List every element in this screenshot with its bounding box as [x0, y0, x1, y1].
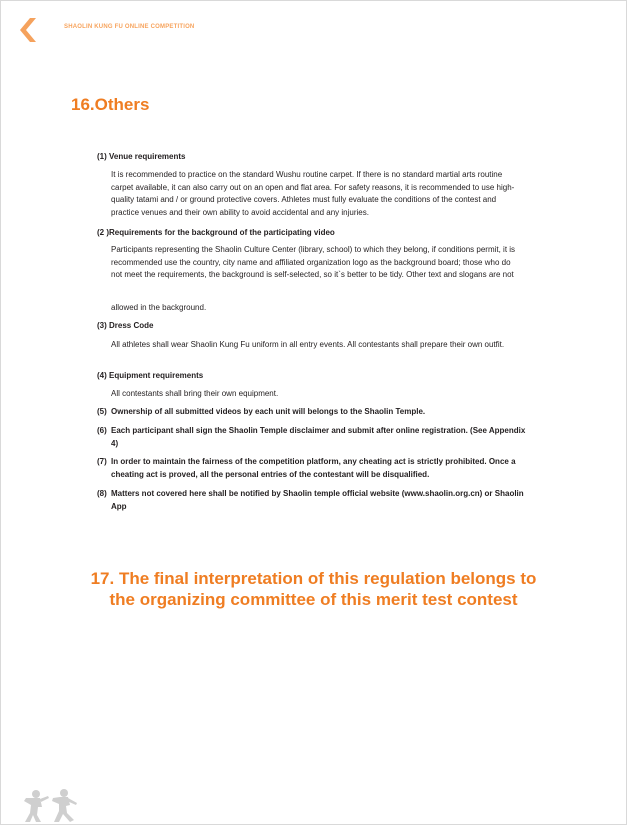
final-heading-line-1: 17. The final interpretation of this regulation belongs to [90, 569, 537, 588]
item-6-number: (6) [97, 426, 107, 435]
final-heading-line-2: the organizing committee of this merit test contest [109, 590, 518, 609]
dress-code-label: (3) Dress Code [97, 321, 154, 330]
header-title: SHAOLIN KUNG FU ONLINE COMPETITION [64, 24, 195, 30]
background-requirements-body: Participants representing the Shaolin Culture Center (library, school) to which they belong, if conditions permit, it is recommended use the country, city name and affiliated organization logo as the background board; those who do not meet the requirements, the background is self-selected, so it`s better to be tidy. Other text and slogans are not [111, 245, 516, 280]
venue-requirements-body: It is recommended to practice on the standard Wushu routine carpet. If there is no standard martial arts routine carpet available, it can also carry out on an open and flat area. For safety reasons, it is recommended to use high-quality tatami and / or ground protective covers. Athletes must fully evaluate the conditions of the contest and practice venues and their own ability to avoid accidental and any injuries. [111, 170, 515, 217]
chevron-left-icon [18, 18, 38, 42]
item-7-text: In order to maintain the fairness of the competition platform, any cheating act is strictly prohibited. Once a cheating act is proved, all the personal entries of the contestant will be disqualified. [111, 457, 516, 479]
kung-fu-fighters-logo [22, 787, 80, 823]
dress-code-body: All athletes shall wear Shaolin Kung Fu uniform in all entry events. All contestants shall prepare their own outfit. [111, 340, 505, 349]
item-5-number: (5) [97, 407, 107, 416]
background-requirements-extra: allowed in the background. [111, 303, 207, 312]
equipment-requirements-label: (4) Equipment requirements [97, 371, 204, 380]
venue-requirements-label: (1) Venue requirements [97, 152, 186, 161]
final-heading [30, 568, 597, 610]
item-7-number: (7) [97, 457, 107, 466]
background-requirements-label: (2 )Requirements for the background of the participating video [97, 228, 335, 237]
item-8-number: (8) [97, 489, 107, 498]
item-5-text: Ownership of all submitted videos by each unit will belongs to the Shaolin Temple. [111, 407, 426, 416]
equipment-requirements-body: All contestants shall bring their own equipment. [111, 389, 279, 398]
section-heading: 16.Others [71, 95, 150, 114]
item-6-text: Each participant shall sign the Shaolin Temple disclaimer and submit after online registration. (See Appendix 4) [111, 426, 526, 448]
item-8-text: Matters not covered here shall be notified by Shaolin temple official website (www.shaolin.org.cn) or Shaolin App [111, 489, 524, 511]
